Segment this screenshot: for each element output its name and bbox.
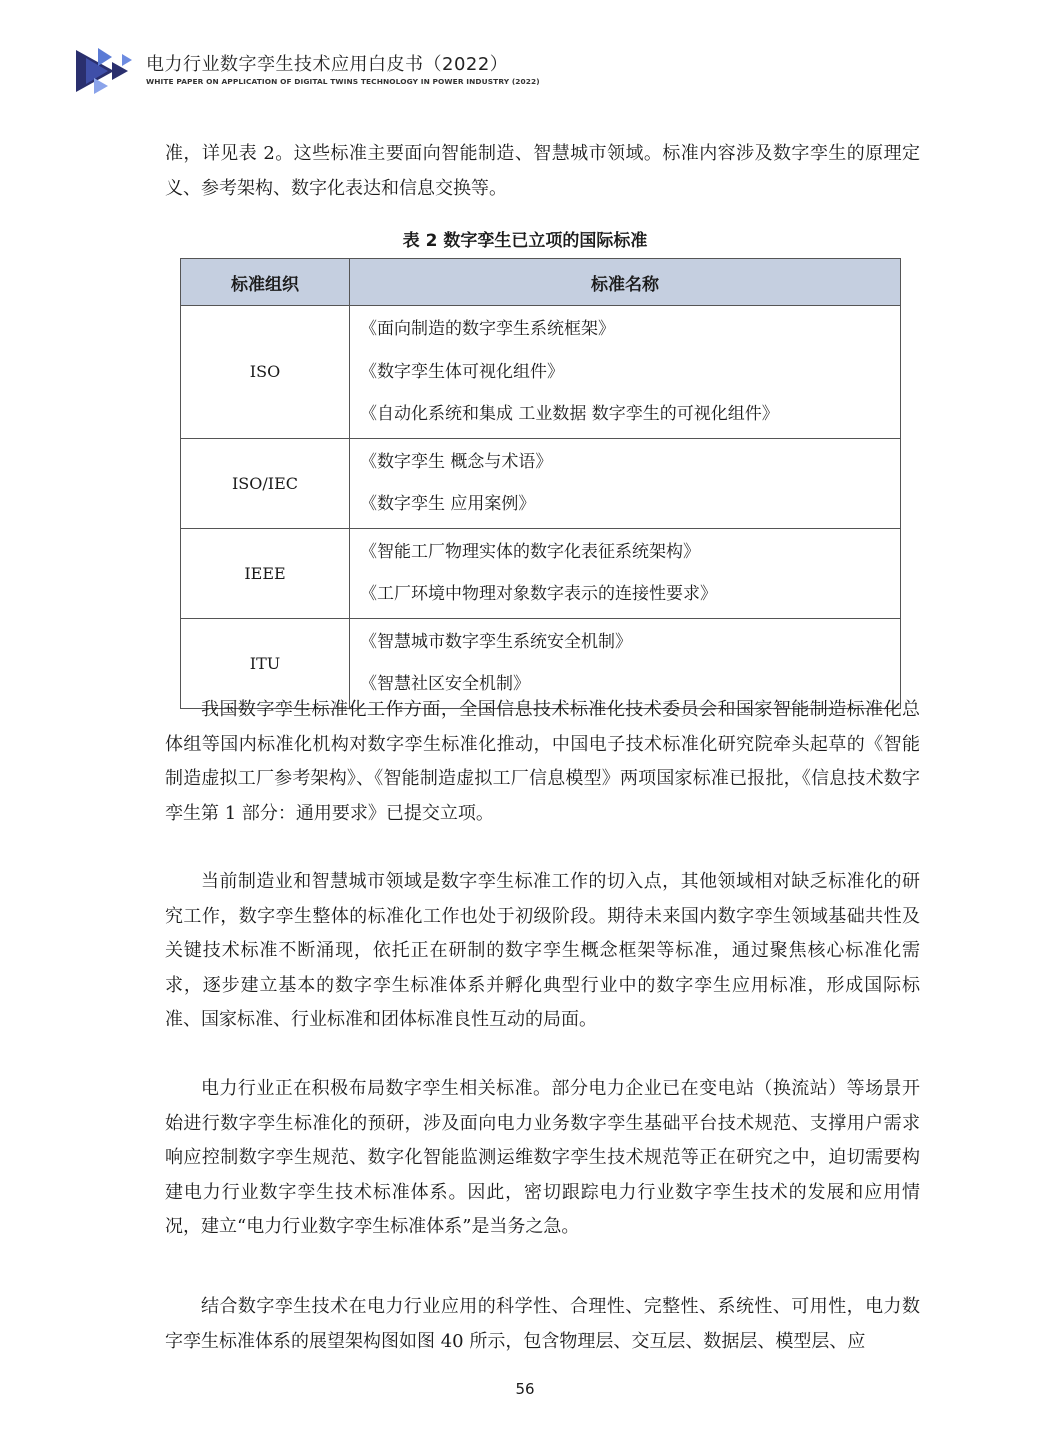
standard-name: 《智能工厂物理实体的数字化表征系统架构》 bbox=[360, 541, 700, 562]
standard-name: 《智慧社区安全机制》 bbox=[360, 674, 530, 694]
table-header-row bbox=[181, 259, 901, 306]
page-number: 56 bbox=[515, 1380, 535, 1398]
org-cell: ISO/IEC bbox=[181, 438, 350, 528]
standards-table bbox=[180, 258, 901, 709]
standard-name: 《面向制造的数字孪生系统框架》 bbox=[360, 319, 615, 339]
intro-paragraph: 准，详见表 2。这些标准主要面向智能制造、智慧城市领域。标准内容涉及数字孪生的原理定义、参考架构、数字化表达和信息交换等。 bbox=[165, 143, 920, 199]
header-title: 电力行业数字孪生技术应用白皮书（2022） bbox=[146, 54, 509, 75]
standard-name: 《数字孪生 应用案例》 bbox=[360, 494, 536, 514]
standard-name: 《自动化系统和集成 工业数据 数字孪生的可视化组件》 bbox=[360, 404, 779, 424]
names-cell bbox=[350, 528, 901, 618]
header-subtitle: WHITE PAPER ON APPLICATION OF DIGITAL TWINS TECHNOLOGY IN POWER INDUSTRY (2022) bbox=[146, 77, 540, 86]
body-paragraph: 我国数字孪生标准化工作方面，全国信息技术标准化技术委员会和国家智能制造标准化总体组等国内标准化机构对数字孪生标准化推动，中国电子技术标准化研究院牵头起草的《智能制造虚拟工厂参考架构》、《智能制造虚拟工厂信息模型》两项国家标准已报批，《信息技术数字孪生第 1 部分：通用要求》已提交立项。 bbox=[165, 699, 920, 824]
standard-name: 《数字孪生体可视化组件》 bbox=[360, 361, 564, 382]
names-cell bbox=[350, 438, 901, 528]
table-row bbox=[181, 306, 901, 439]
names-cell bbox=[350, 306, 901, 439]
header-name: 标准名称 bbox=[350, 259, 901, 306]
page-header bbox=[72, 44, 540, 100]
header-org: 标准组织 bbox=[181, 259, 350, 306]
org-cell: IEEE bbox=[181, 528, 350, 618]
standard-name: 《智慧城市数字孪生系统安全机制》 bbox=[360, 631, 632, 652]
table-row bbox=[181, 438, 901, 528]
table-row bbox=[181, 528, 901, 618]
org-cell: ISO bbox=[181, 306, 350, 439]
body-paragraph: 当前制造业和智慧城市领域是数字孪生标准工作的切入点，其他领域相对缺乏标准化的研究工作，数字孪生整体的标准化工作也处于初级阶段。期待未来国内数字孪生领域基础共性及关键技术标准不断涌现，依托正在研制的数字孪生概念框架等标准，通过聚焦核心标准化需求，逐步建立基本的数字孪生标准体系并孵化典型行业中的数字孪生应用标准，形成国际标准、国家标准、行业标准和团体标准良性互动的局面。 bbox=[165, 871, 920, 1030]
body-paragraph: 电力行业正在积极布局数字孪生相关标准。部分电力企业已在变电站（换流站）等场景开始进行数字孪生标准化的预研，涉及面向电力业务数字孪生基础平台技术规范、支撑用户需求响应控制数字孪生规范、数字化智能监测运维数字孪生技术规范等正在研究之中，迫切需要构建电力行业数字孪生技术标准体系。因此，密切跟踪电力行业数字孪生技术的发展和应用情况，建立“电力行业数字孪生标准体系”是当务之急。 bbox=[165, 1078, 920, 1237]
whitepaper-logo-icon bbox=[72, 44, 138, 98]
standard-name: 《工厂环境中物理对象数字表示的连接性要求》 bbox=[360, 584, 717, 604]
table-caption: 表 2 数字孪生已立项的国际标准 bbox=[402, 231, 648, 251]
body-paragraph: 结合数字孪生技术在电力行业应用的科学性、合理性、完整性、系统性、可用性，电力数字孪生标准体系的展望架构图如图 40 所示，包含物理层、交互层、数据层、模型层、应 bbox=[165, 1296, 920, 1352]
org-cell: ITU bbox=[181, 618, 350, 708]
standard-name: 《数字孪生 概念与术语》 bbox=[360, 451, 553, 472]
